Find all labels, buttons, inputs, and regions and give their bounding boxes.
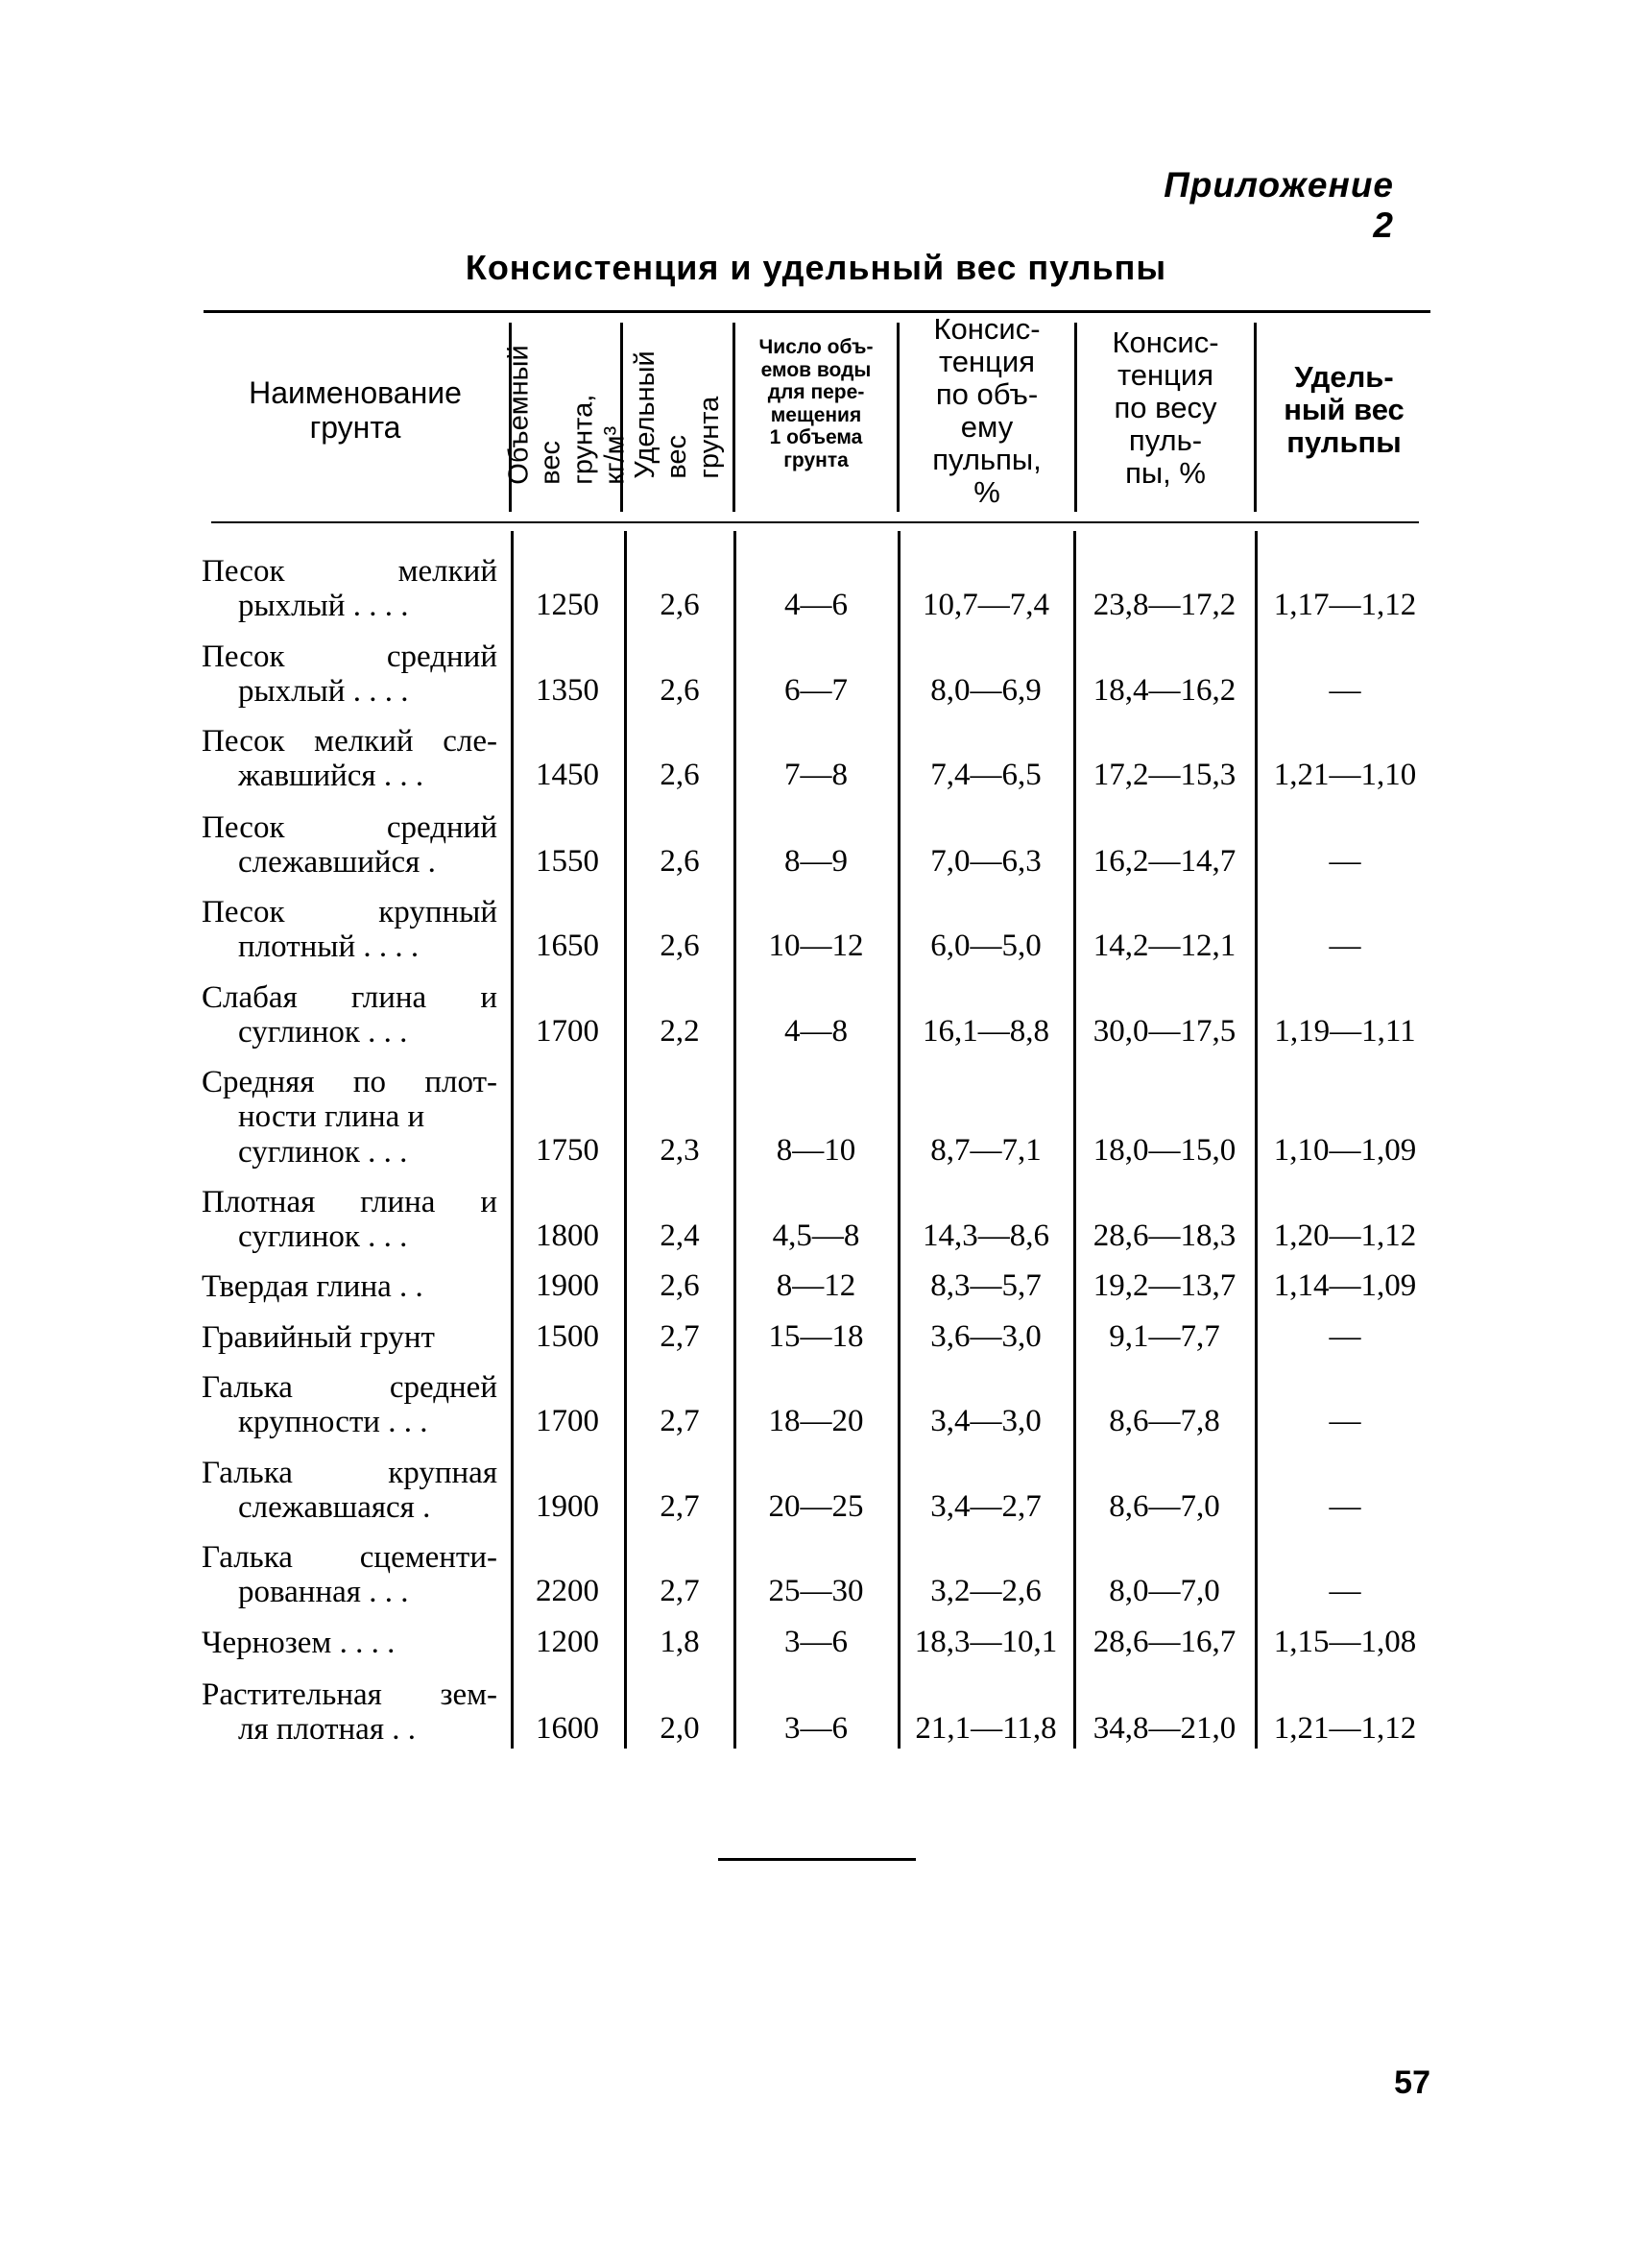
cell-water: 4—8 xyxy=(784,1014,848,1049)
row-name-line: Песок крупный xyxy=(202,895,497,929)
header-bottom-rule xyxy=(211,521,1419,523)
cell-cw: 14,2—12,1 xyxy=(1093,929,1237,963)
cell-cw: 18,0—15,0 xyxy=(1093,1133,1237,1168)
cell-bulk: 1900 xyxy=(536,1268,599,1303)
cell-sg: 2,6 xyxy=(660,673,700,708)
cell-water: 8—12 xyxy=(776,1268,856,1303)
cell-water: 8—9 xyxy=(784,844,848,879)
row-name-line: ля плотная . . xyxy=(238,1712,416,1748)
cell-cv: 8,7—7,1 xyxy=(930,1133,1042,1168)
row-name-line: Галька средней xyxy=(202,1370,497,1405)
cell-cv: 7,4—6,5 xyxy=(930,758,1042,792)
row-name-line: Галька сцементи- xyxy=(202,1540,497,1575)
header-name: Наименование грунта xyxy=(249,375,462,445)
row-name-line: суглинок . . . xyxy=(238,1219,408,1255)
cell-pulp: — xyxy=(1329,1404,1361,1438)
cell-water: 10—12 xyxy=(768,929,864,963)
cell-sg: 2,3 xyxy=(660,1133,700,1168)
row-name-line: Песок мелкий сле- xyxy=(202,724,497,759)
header-specific-gravity: Удельный вес грунта xyxy=(629,350,725,479)
row-name xyxy=(202,1065,497,1170)
cell-pulp: 1,10—1,09 xyxy=(1273,1133,1417,1168)
row-name xyxy=(202,1456,497,1526)
cell-cv: 3,2—2,6 xyxy=(930,1574,1042,1608)
row-name xyxy=(202,1269,497,1304)
row-name-line: слежавшаяся . xyxy=(238,1490,431,1526)
row-name-line: Чернозем . . . . xyxy=(202,1626,396,1660)
header-consistency-weight: Консис- тенция по весу пуль- пы, % xyxy=(1112,326,1219,491)
cell-bulk: 1650 xyxy=(536,929,599,963)
cell-water: 7—8 xyxy=(784,758,848,792)
table-top-rule xyxy=(204,310,1430,313)
cell-sg: 2,7 xyxy=(660,1404,700,1438)
cell-cv: 8,0—6,9 xyxy=(930,673,1042,708)
row-name-line: рыхлый . . . . xyxy=(238,589,409,624)
cell-pulp: 1,21—1,12 xyxy=(1273,1711,1417,1746)
cell-pulp: 1,15—1,08 xyxy=(1273,1625,1417,1659)
cell-water: 4,5—8 xyxy=(772,1218,860,1253)
row-name xyxy=(202,1185,497,1255)
cell-cv: 3,4—3,0 xyxy=(930,1404,1042,1438)
cell-bulk: 1450 xyxy=(536,758,599,792)
cell-bulk: 1500 xyxy=(536,1319,599,1354)
header-consistency-volume: Консис- тенция по объ- ему пульпы, % xyxy=(932,312,1042,510)
cell-bulk: 1700 xyxy=(536,1404,599,1438)
appendix-label: Приложение 2 xyxy=(1164,165,1394,245)
cell-pulp: 1,14—1,09 xyxy=(1273,1268,1417,1303)
cell-sg: 2,6 xyxy=(660,844,700,879)
cell-cw: 8,6—7,8 xyxy=(1109,1404,1220,1438)
row-name-line: Слабая глина и xyxy=(202,980,497,1015)
page-number: 57 xyxy=(1394,2064,1430,2101)
cell-bulk: 1700 xyxy=(536,1014,599,1049)
row-name-line: Твердая глина . . xyxy=(202,1269,423,1304)
row-name xyxy=(202,1626,497,1660)
row-name xyxy=(202,554,497,624)
cell-cv: 3,6—3,0 xyxy=(930,1319,1042,1354)
cell-sg: 2,2 xyxy=(660,1014,700,1049)
cell-cw: 16,2—14,7 xyxy=(1093,844,1237,879)
cell-cw: 8,0—7,0 xyxy=(1109,1574,1220,1608)
row-name-line: Растительная зем- xyxy=(202,1677,497,1712)
cell-cv: 10,7—7,4 xyxy=(923,588,1049,622)
row-name-line: Средняя по плот- xyxy=(202,1065,497,1099)
cell-cw: 17,2—15,3 xyxy=(1093,758,1237,792)
cell-cw: 18,4—16,2 xyxy=(1093,673,1237,708)
row-name-line: плотный . . . . xyxy=(238,929,420,965)
cell-bulk: 1750 xyxy=(536,1133,599,1168)
cell-pulp: — xyxy=(1329,1489,1361,1524)
header-divider xyxy=(732,323,735,512)
cell-water: 6—7 xyxy=(784,673,848,708)
cell-pulp: — xyxy=(1329,1574,1361,1608)
cell-cv: 14,3—8,6 xyxy=(923,1218,1049,1253)
row-name-line: Песок мелкий xyxy=(202,554,497,589)
cell-pulp: 1,17—1,12 xyxy=(1273,588,1417,622)
row-name-line: суглинок . . . xyxy=(238,1015,408,1050)
cell-cv: 18,3—10,1 xyxy=(914,1625,1058,1659)
cell-sg: 2,0 xyxy=(660,1711,700,1746)
header-divider xyxy=(1254,323,1257,512)
cell-pulp: — xyxy=(1329,844,1361,879)
cell-bulk: 1200 xyxy=(536,1625,599,1659)
cell-water: 25—30 xyxy=(768,1574,864,1608)
row-name-line: жавшийся . . . xyxy=(238,759,424,794)
row-name-line: Галька крупная xyxy=(202,1456,497,1490)
cell-cv: 8,3—5,7 xyxy=(930,1268,1042,1303)
cell-pulp: — xyxy=(1329,929,1361,963)
cell-pulp: — xyxy=(1329,673,1361,708)
header-divider xyxy=(1074,323,1077,512)
row-name-line: Гравийный грунт xyxy=(202,1320,435,1355)
row-name xyxy=(202,639,497,710)
cell-cv: 6,0—5,0 xyxy=(930,929,1042,963)
header-pulp-specific-weight: Удель- ный вес пульпы xyxy=(1284,360,1405,460)
row-name xyxy=(202,895,497,965)
cell-bulk: 2200 xyxy=(536,1574,599,1608)
row-name-line: слежавшийся . xyxy=(238,845,436,881)
cell-cw: 28,6—18,3 xyxy=(1093,1218,1237,1253)
cell-water: 4—6 xyxy=(784,588,848,622)
cell-bulk: 1800 xyxy=(536,1218,599,1253)
row-name-line: Плотная глина и xyxy=(202,1185,497,1219)
cell-sg: 2,6 xyxy=(660,588,700,622)
cell-cv: 7,0—6,3 xyxy=(930,844,1042,879)
cell-sg: 2,7 xyxy=(660,1319,700,1354)
cell-sg: 1,8 xyxy=(660,1625,700,1659)
row-name xyxy=(202,980,497,1050)
cell-bulk: 1350 xyxy=(536,673,599,708)
cell-sg: 2,7 xyxy=(660,1574,700,1608)
row-name-line: рыхлый . . . . xyxy=(238,674,409,710)
cell-sg: 2,4 xyxy=(660,1218,700,1253)
row-name xyxy=(202,1540,497,1610)
cell-cw: 30,0—17,5 xyxy=(1093,1014,1237,1049)
cell-water: 3—6 xyxy=(784,1711,848,1746)
cell-sg: 2,6 xyxy=(660,1268,700,1303)
row-name xyxy=(202,1370,497,1440)
cell-cw: 8,6—7,0 xyxy=(1109,1489,1220,1524)
cell-cw: 23,8—17,2 xyxy=(1093,588,1237,622)
cell-cw: 9,1—7,7 xyxy=(1109,1319,1220,1354)
header-divider xyxy=(897,323,900,512)
table-title: Консистенция и удельный вес пульпы xyxy=(465,248,1167,287)
cell-cv: 16,1—8,8 xyxy=(923,1014,1049,1049)
cell-sg: 2,6 xyxy=(660,929,700,963)
row-name xyxy=(202,810,497,881)
row-name-line: крупности . . . xyxy=(238,1405,428,1440)
cell-bulk: 1550 xyxy=(536,844,599,879)
row-name-line: рованная . . . xyxy=(238,1575,409,1610)
cell-cv: 21,1—11,8 xyxy=(915,1711,1057,1746)
header-bulk-weight: Объемный вес грунта, кг/м³ xyxy=(503,345,631,485)
cell-water: 18—20 xyxy=(768,1404,864,1438)
row-name-line: Песок средний xyxy=(202,810,497,845)
row-name-line: Песок средний xyxy=(202,639,497,674)
cell-cv: 3,4—2,7 xyxy=(930,1489,1042,1524)
cell-water: 15—18 xyxy=(768,1319,864,1354)
cell-bulk: 1250 xyxy=(536,588,599,622)
row-name-line: ности глина и xyxy=(238,1099,425,1135)
cell-water: 20—25 xyxy=(768,1489,864,1524)
cell-bulk: 1600 xyxy=(536,1711,599,1746)
cell-sg: 2,7 xyxy=(660,1489,700,1524)
cell-pulp: 1,21—1,10 xyxy=(1273,758,1417,792)
cell-cw: 28,6—16,7 xyxy=(1093,1625,1237,1659)
cell-water: 8—10 xyxy=(776,1133,856,1168)
cell-pulp: 1,19—1,11 xyxy=(1274,1014,1416,1049)
cell-sg: 2,6 xyxy=(660,758,700,792)
row-name xyxy=(202,1320,497,1355)
cell-water: 3—6 xyxy=(784,1625,848,1659)
header-water-volumes: Число объ- емов воды для пере- мещения 1 объема грунта xyxy=(758,336,874,471)
row-name xyxy=(202,1677,497,1748)
cell-cw: 34,8—21,0 xyxy=(1093,1711,1237,1746)
cell-cw: 19,2—13,7 xyxy=(1093,1268,1237,1303)
cell-pulp: — xyxy=(1329,1319,1361,1354)
row-name-line: суглинок . . . xyxy=(238,1134,408,1170)
end-rule xyxy=(718,1858,916,1861)
cell-bulk: 1900 xyxy=(536,1489,599,1524)
row-name xyxy=(202,724,497,794)
cell-pulp: 1,20—1,12 xyxy=(1273,1218,1417,1253)
